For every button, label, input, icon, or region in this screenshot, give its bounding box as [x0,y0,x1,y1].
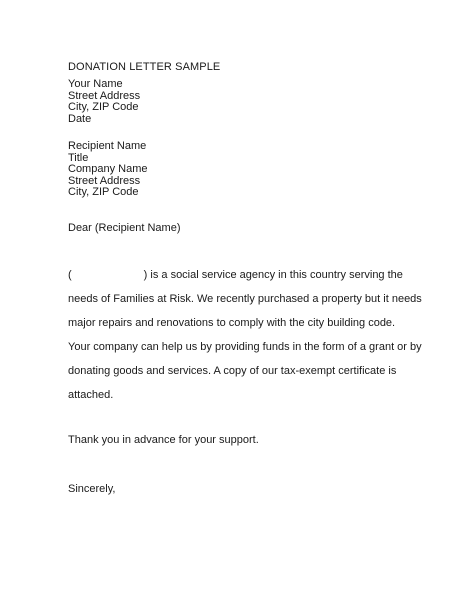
recipient-address-block [68,141,147,199]
organization-open-paren: ( [68,269,72,281]
recipient-street: Street Address [68,174,141,187]
recipient-name: Recipient Name [68,140,147,152]
body-line-6: attached. [68,389,114,401]
recipient-city: City, ZIP Code [68,186,139,199]
sender-date: Date [68,112,92,125]
thanks-line: Thank you in advance for your support. [68,434,259,446]
body-line-3: major repairs and renovations to comply with the city building code. [68,317,396,329]
body-line-2: needs of Families at Risk. We recently purchased a property but it needs [68,293,422,305]
sender-address-block [68,79,140,125]
closing-line: Sincerely, [68,483,116,495]
body-line-1-text: ) is a social service agency in this country serving the [143,269,403,281]
sender-street: Street Address [68,89,141,102]
sender-city: City, ZIP Code [68,101,139,114]
letter-title: DONATION LETTER SAMPLE [68,61,221,73]
recipient-company: Company Name [68,163,148,176]
recipient-title: Title [68,151,89,164]
body-line-5: donating goods and services. A copy of our tax-exempt certificate is [68,365,397,377]
body-line-4: Your company can help us by providing funds in the form of a grant or by [68,341,422,353]
sender-name: Your Name [68,78,123,90]
salutation: Dear (Recipient Name) [68,222,181,234]
body-line-1 [68,269,403,281]
